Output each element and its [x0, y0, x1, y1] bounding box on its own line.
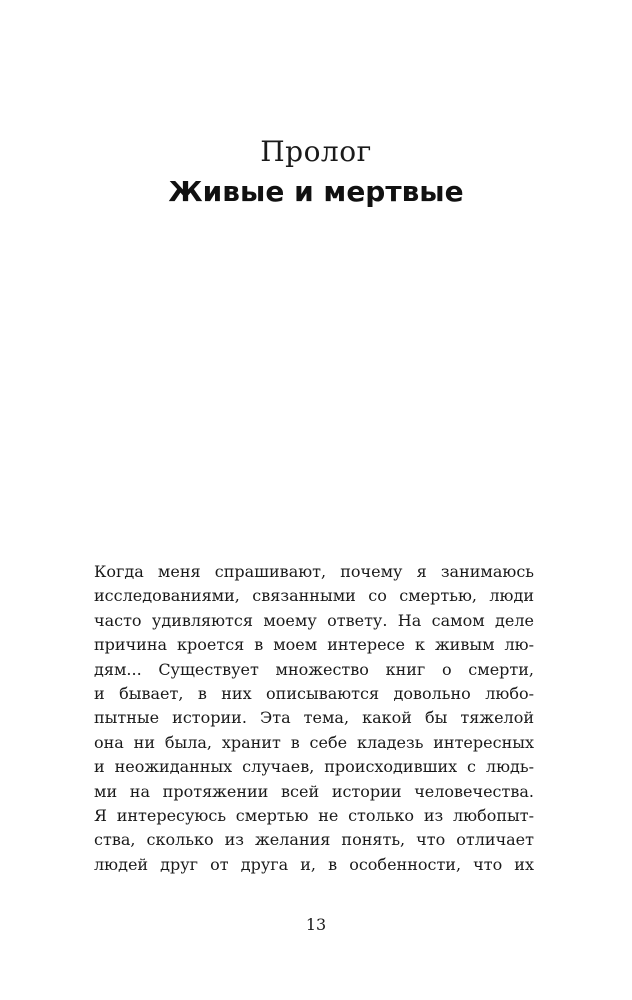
body-line: ми на протяжении всей истории человечества.: [94, 781, 534, 801]
body-line: пытные истории. Эта тема, какой бы тяжелой: [94, 708, 534, 728]
body-line: она ни была, хранит в себе кладезь интересных: [94, 732, 534, 752]
chapter-title: Живые и мертвые: [168, 175, 464, 208]
body-line: и неожиданных случаев, происходивших с людь-: [94, 757, 534, 777]
body-line: причина кроется в моем интересе к живым лю-: [94, 635, 534, 655]
body-line: ства, сколько из желания понять, что отличает: [94, 830, 534, 850]
body-line: людей друг от друга и, в особенности, что их: [94, 854, 534, 874]
body-line: Когда меня спрашивают, почему я занимаюсь: [94, 562, 534, 581]
body-paragraph: [94, 560, 534, 877]
page-number: 13: [305, 915, 327, 934]
body-line: исследованиями, связанными со смертью, люди: [94, 586, 534, 606]
chapter-label: Пролог: [260, 135, 372, 168]
body-line: Я интересуюсь смертью не столько из любопыт-: [94, 805, 534, 825]
body-line: и бывает, в них описываются довольно любо-: [94, 683, 534, 703]
body-line: дям... Существует множество книг о смерти,: [94, 659, 534, 679]
body-line: часто удивляются моему ответу. На самом деле: [94, 610, 534, 630]
